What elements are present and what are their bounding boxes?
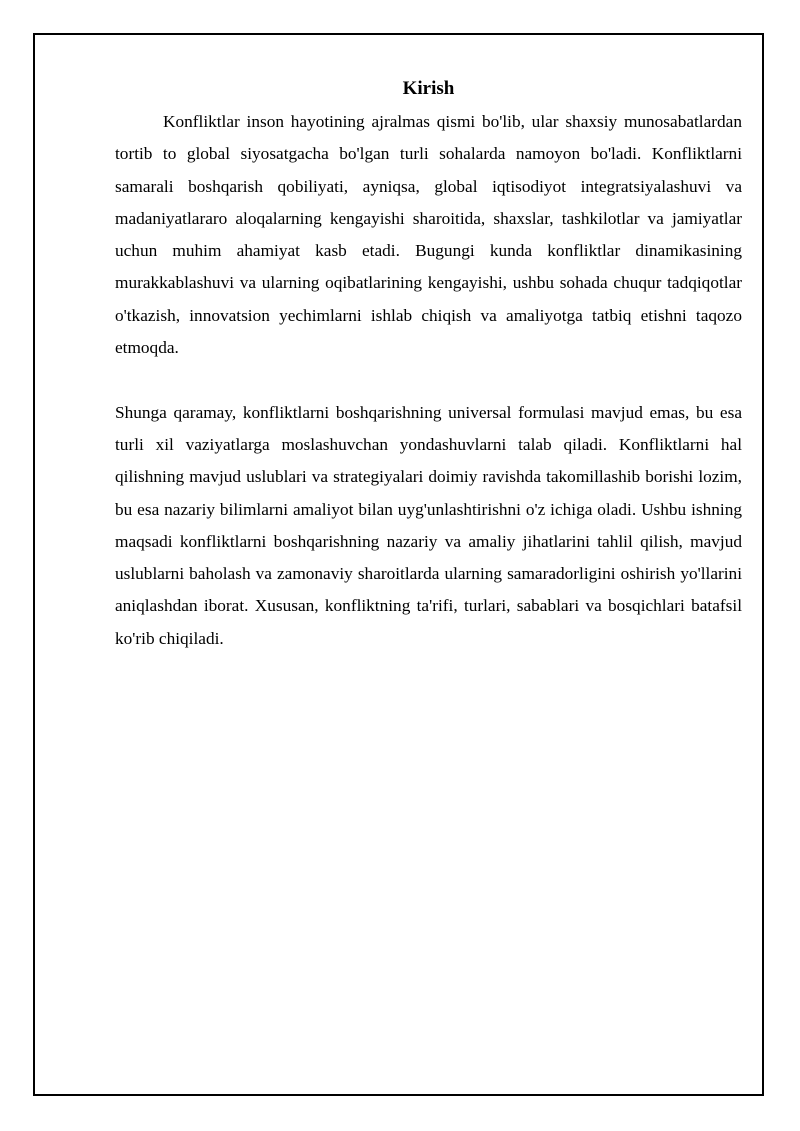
paragraph-purpose: Shunga qaramay, konfliktlarni boshqarishning universal formulasi mavjud emas, bu esa turli xil vaziyatlarga moslashuvchan yondashuvlarni talab qiladi. Konfliktlarni hal qilishning mavjud uslublari va strategiyalari doimiy ravishda takomillashib borishi lozim, bu esa nazariy bilimlarni amaliyot bilan uyg'unlashtirishni o'z ichiga oladi. Ushbu ishning maqsadi konfliktlarni boshqarishning nazariy va amaliy jihatlarini tahlil qilish, mavjud uslublarni baholash va zamonaviy sharoitlarda ularning samaradorligini oshirish yo'llarini aniqlashdan iborat. Xususan, konfliktning ta'rifi, turlari, sabablari va bosqichlari batafsil ko'rib chiqiladi. bbox=[115, 402, 742, 648]
document-body bbox=[115, 76, 742, 655]
section-title: Kirish bbox=[402, 78, 455, 99]
paragraph-introduction: Konfliktlar inson hayotining ajralmas qismi bo'lib, ular shaxsiy munosabatlardan tortib to global siyosatgacha bo'lgan turli sohalarda namoyon bo'ladi. Konfliktlarni samarali boshqarish qobiliyati, ayniqsa, global iqtisodiyot integratsiyalashuvi va madaniyatlararo aloqalarning kengayishi sharoitida, shaxslar, tashkilotlar va jamiyatlar uchun muhim ahamiyat kasb etadi. Bugungi kunda konfliktlar dinamikasining murakkablashuvi va ularning oqibatlarining kengayishi, ushbu sohada chuqur tadqiqotlar o'tkazish, innovatsion yechimlarni ishlab chiqish va amaliyotga tatbiq etishni taqozo etmoqda. bbox=[115, 112, 742, 358]
